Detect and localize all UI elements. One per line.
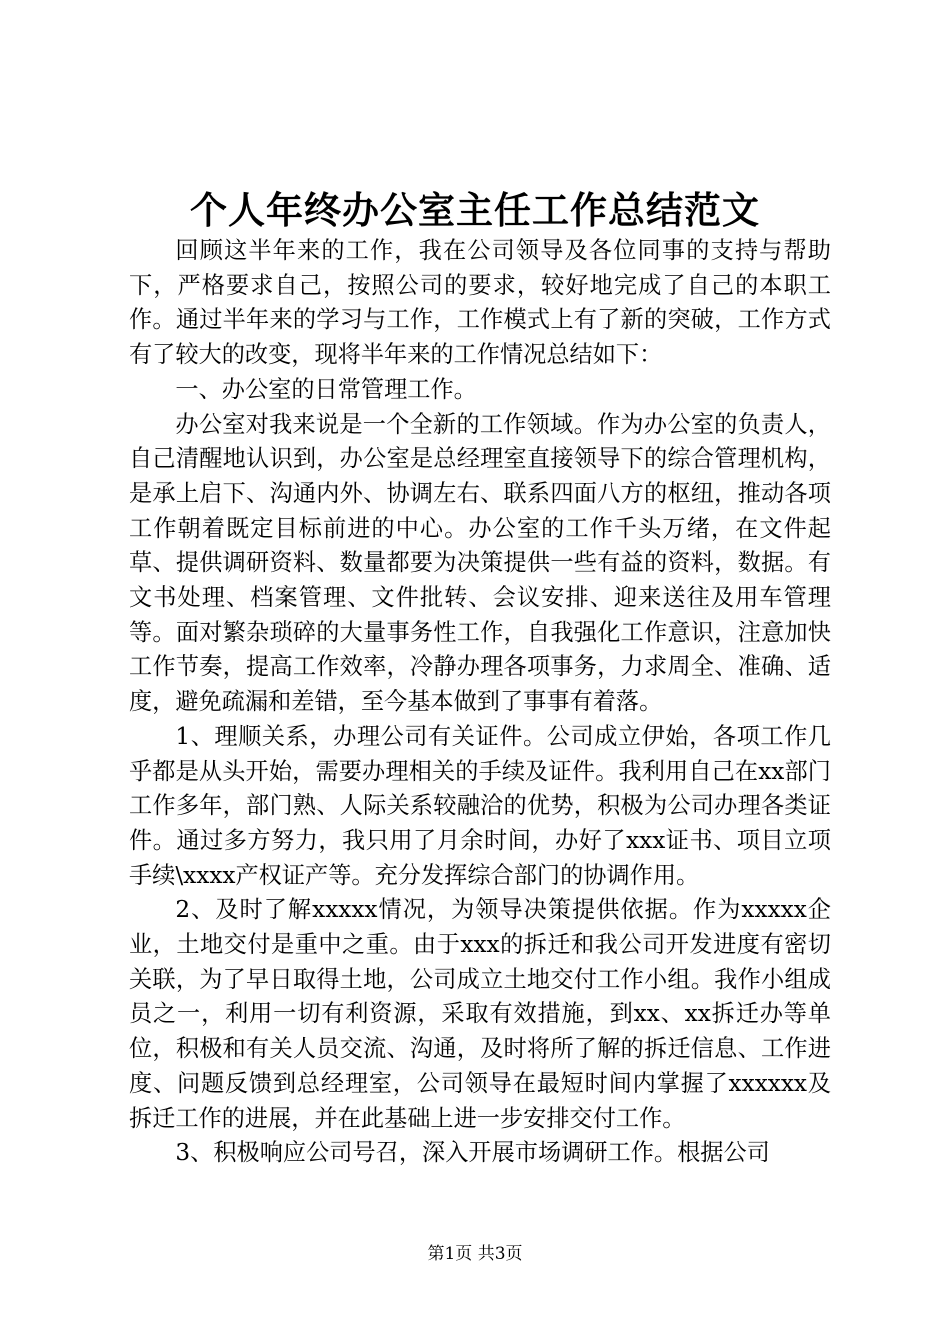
page-footer: 第1页 共3页 (427, 1244, 523, 1264)
section-heading-1: 一、办公室的日常管理工作。 (175, 375, 477, 403)
paragraph-intro: 回顾这半年来的工作，我在公司领导及各位同事的支持与帮助下，严格要求自己，按照公司的要求，较好地完成了自己的本职工作。通过半年来的学习与工作，工作模式上有了新的突破，工作方式有了较大的改变，现将半年来的工作情况总结如下： (129, 237, 831, 369)
paragraph-office-overview: 办公室对我来说是一个全新的工作领域。作为办公室的负责人，自己清醒地认识到，办公室是总经理室直接领导下的综合管理机构，是承上启下、沟通内外、协调左右、联系四面八方的枢纽，推动各项工作朝着既定目标前进的中心。办公室的工作千头万绪，在文件起草、提供调研资料、数量都要为决策提供一些有益的资料，数据。有文书处理、档案管理、文件批转、会议安排、迎来送往及用车管理等。面对繁杂琐碎的大量事务性工作，自我强化工作意识，注意加快工作节奏，提高工作效率，冷静办理各项事务，力求周全、准确、适度，避免疏漏和差错，至今基本做到了事事有着落。 (129, 410, 831, 716)
paragraph-item-1: 1、理顺关系，办理公司有关证件。公司成立伊始，各项工作几乎都是从头开始，需要办理相关的手续及证件。我利用自己在xx部门工作多年，部门熟、人际关系较融洽的优势，积极为公司办理各类证件。通过多方努力，我只用了月余时间，办好了xxx证书、项目立项手续\xxxx产权证产等。充分发挥综合部门的协调作用。 (129, 722, 831, 889)
paragraph-item-3: 3、积极响应公司号召，深入开展市场调研工作。根据公司 (175, 1139, 770, 1167)
paragraph-item-2: 2、及时了解xxxxx情况，为领导决策提供依据。作为xxxxx企业，土地交付是重中之重。由于xxx的拆迁和我公司开发进度有密切关联，为了早日取得土地，公司成立土地交付工作小组。我作小组成员之一，利用一切有利资源，采取有效措施，到xx、xx拆迁办等单位，积极和有关人员交流、沟通，及时将所了解的拆迁信息、工作进度、问题反馈到总经理室，公司领导在最短时间内掌握了xxxxxx及拆迁工作的进展，并在此基础上进一步安排交付工作。 (129, 896, 831, 1132)
document-title: 个人年终办公室主任工作总结范文 (190, 188, 760, 232)
document-body (129, 234, 831, 1171)
